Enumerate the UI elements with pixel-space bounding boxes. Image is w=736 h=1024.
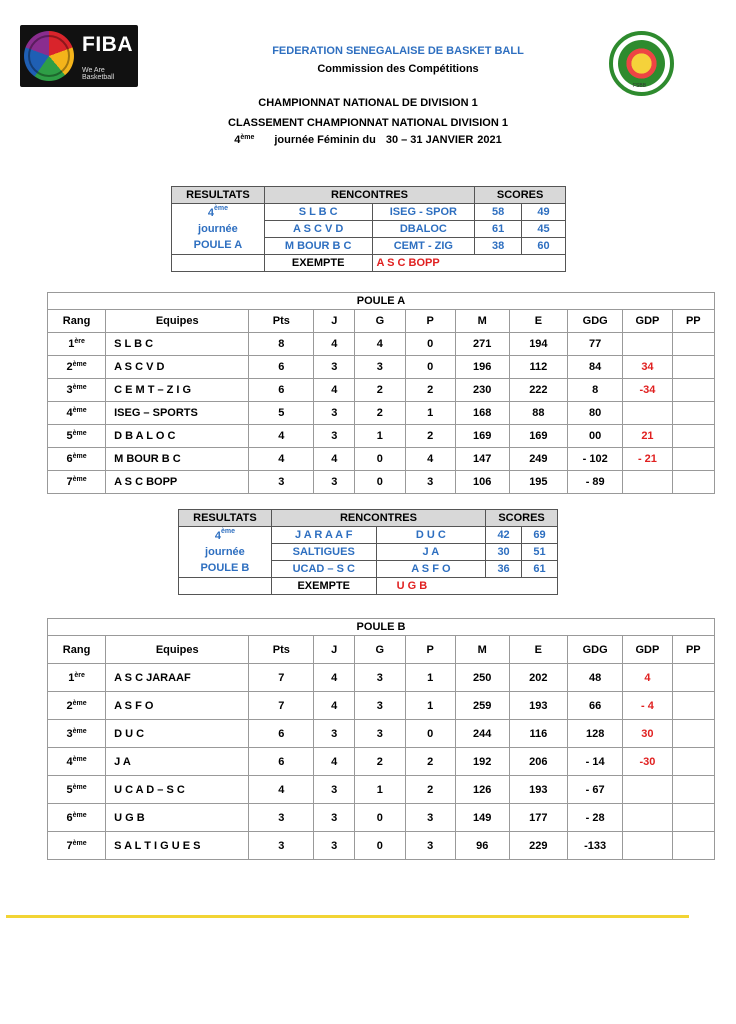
j-cell: 3	[314, 471, 355, 494]
j-cell: 3	[314, 356, 355, 379]
header-cell: Pts	[249, 310, 314, 333]
pts-cell: 6	[249, 748, 314, 776]
m-cell: 196	[455, 356, 509, 379]
m-cell: 106	[455, 471, 509, 494]
col-results: RESULTATS	[172, 187, 265, 204]
pp-cell	[672, 379, 714, 402]
g-cell: 2	[355, 402, 405, 425]
round-label: 4ème journée POULE B	[179, 527, 272, 578]
rank-cell: 7ème	[48, 832, 106, 860]
gdg-cell: 77	[568, 333, 623, 356]
gdg-cell: 66	[568, 692, 623, 720]
j-cell: 3	[314, 425, 355, 448]
rank-cell: 1ère	[48, 664, 106, 692]
gdp-cell	[623, 804, 672, 832]
gdp-cell: -30	[623, 748, 672, 776]
match-away: J A	[376, 544, 485, 561]
standings-table-poule-a	[47, 292, 715, 494]
header-cell: M	[455, 636, 509, 664]
score-home: 42	[486, 527, 522, 544]
match-away: ISEG - SPOR	[372, 204, 475, 221]
e-cell: 222	[509, 379, 567, 402]
pp-cell	[672, 333, 714, 356]
header-cell: J	[314, 310, 355, 333]
table-row	[48, 356, 715, 379]
team-cell: A S C JARAAF	[106, 664, 249, 692]
header-cell: PP	[672, 310, 714, 333]
g-cell: 3	[355, 692, 405, 720]
col-matches: RENCONTRES	[271, 510, 485, 527]
p-cell: 2	[405, 425, 455, 448]
j-cell: 4	[314, 664, 355, 692]
pts-cell: 4	[249, 448, 314, 471]
col-scores: SCORES	[475, 187, 566, 204]
table-row	[48, 664, 715, 692]
exempt-label: EXEMPTE	[264, 255, 372, 272]
m-cell: 230	[455, 379, 509, 402]
e-cell: 206	[509, 748, 567, 776]
results-table-poule-b	[178, 509, 558, 595]
table-row	[48, 748, 715, 776]
g-cell: 2	[355, 748, 405, 776]
g-cell: 3	[355, 720, 405, 748]
g-cell: 3	[355, 664, 405, 692]
pp-cell	[672, 402, 714, 425]
m-cell: 259	[455, 692, 509, 720]
match-home: M BOUR B C	[264, 238, 372, 255]
gdp-cell	[623, 776, 672, 804]
team-cell: S L B C	[106, 333, 249, 356]
p-cell: 1	[405, 664, 455, 692]
g-cell: 0	[355, 804, 405, 832]
pp-cell	[672, 425, 714, 448]
g-cell: 0	[355, 471, 405, 494]
fsbb-caption: FSBB	[633, 83, 647, 89]
header-cell: Rang	[48, 310, 106, 333]
p-cell: 3	[405, 832, 455, 860]
header-cell: E	[509, 310, 567, 333]
gdp-cell	[623, 832, 672, 860]
m-cell: 244	[455, 720, 509, 748]
gdp-cell: - 21	[623, 448, 672, 471]
m-cell: 96	[455, 832, 509, 860]
col-scores: SCORES	[486, 510, 558, 527]
p-cell: 2	[405, 379, 455, 402]
pool-title: POULE B	[48, 619, 715, 636]
table-row	[48, 804, 715, 832]
pool-title: POULE A	[48, 293, 715, 310]
score-away: 69	[522, 527, 558, 544]
pts-cell: 7	[249, 664, 314, 692]
rank-cell: 5ème	[48, 776, 106, 804]
j-cell: 4	[314, 692, 355, 720]
p-cell: 4	[405, 448, 455, 471]
team-cell: D B A L O C	[106, 425, 249, 448]
g-cell: 1	[355, 425, 405, 448]
gdg-cell: -133	[568, 832, 623, 860]
table-row	[48, 402, 715, 425]
p-cell: 0	[405, 720, 455, 748]
results-table-poule-a	[171, 186, 566, 272]
exempt-label: EXEMPTE	[271, 578, 376, 595]
g-cell: 0	[355, 832, 405, 860]
match-home: J A R A A F	[271, 527, 376, 544]
match-home: SALTIGUES	[271, 544, 376, 561]
pts-cell: 6	[249, 379, 314, 402]
exempt-team: A S C BOPP	[372, 255, 565, 272]
col-matches: RENCONTRES	[264, 187, 474, 204]
fiba-title: FIBA	[82, 33, 133, 56]
pp-cell	[672, 776, 714, 804]
pts-cell: 3	[249, 804, 314, 832]
score-home: 30	[486, 544, 522, 561]
pp-cell	[672, 664, 714, 692]
p-cell: 1	[405, 402, 455, 425]
gdg-cell: - 89	[568, 471, 623, 494]
rank-cell: 1ère	[48, 333, 106, 356]
pts-cell: 5	[249, 402, 314, 425]
team-cell: J A	[106, 748, 249, 776]
pp-cell	[672, 720, 714, 748]
m-cell: 147	[455, 448, 509, 471]
header-cell: GDG	[568, 310, 623, 333]
team-cell: ISEG – SPORTS	[106, 402, 249, 425]
header-cell: G	[355, 636, 405, 664]
match-home: A S C V D	[264, 221, 372, 238]
m-cell: 168	[455, 402, 509, 425]
rank-cell: 7ème	[48, 471, 106, 494]
pp-cell	[672, 471, 714, 494]
team-cell: D U C	[106, 720, 249, 748]
gdg-cell: 84	[568, 356, 623, 379]
header-cell: G	[355, 310, 405, 333]
gdg-cell: - 28	[568, 804, 623, 832]
team-cell: M BOUR B C	[106, 448, 249, 471]
gdp-cell	[623, 471, 672, 494]
rank-cell: 5ème	[48, 425, 106, 448]
rank-cell: 3ème	[48, 720, 106, 748]
header-cell: GDG	[568, 636, 623, 664]
gdp-cell: - 4	[623, 692, 672, 720]
rank-cell: 2ème	[48, 692, 106, 720]
rank-cell: 2ème	[48, 356, 106, 379]
g-cell: 2	[355, 379, 405, 402]
pts-cell: 8	[249, 333, 314, 356]
gdp-cell: -34	[623, 379, 672, 402]
e-cell: 249	[509, 448, 567, 471]
gdg-cell: 48	[568, 664, 623, 692]
e-cell: 116	[509, 720, 567, 748]
j-cell: 4	[314, 748, 355, 776]
g-cell: 4	[355, 333, 405, 356]
header-cell: GDP	[623, 636, 672, 664]
p-cell: 1	[405, 692, 455, 720]
match-away: A S F O	[376, 561, 485, 578]
score-home: 38	[475, 238, 522, 255]
gdp-cell	[623, 402, 672, 425]
pp-cell	[672, 692, 714, 720]
pts-cell: 3	[249, 471, 314, 494]
e-cell: 229	[509, 832, 567, 860]
p-cell: 0	[405, 356, 455, 379]
e-cell: 169	[509, 425, 567, 448]
pp-cell	[672, 832, 714, 860]
match-away: DBALOC	[372, 221, 475, 238]
gdp-cell: 4	[623, 664, 672, 692]
rank-cell: 6ème	[48, 804, 106, 832]
score-away: 51	[522, 544, 558, 561]
exempt-team: U G B	[376, 578, 557, 595]
gdg-cell: 128	[568, 720, 623, 748]
rank-cell: 3ème	[48, 379, 106, 402]
j-cell: 4	[314, 379, 355, 402]
team-cell: A S F O	[106, 692, 249, 720]
gdg-cell: - 67	[568, 776, 623, 804]
rank-cell: 4ème	[48, 748, 106, 776]
gdp-cell: 34	[623, 356, 672, 379]
header-cell: P	[405, 636, 455, 664]
round-label: 4ème journée POULE A	[172, 204, 265, 255]
p-cell: 2	[405, 776, 455, 804]
fiba-tagline: We Are Basketball	[82, 67, 115, 81]
j-cell: 4	[314, 333, 355, 356]
team-cell: C E M T – Z I G	[106, 379, 249, 402]
match-away: D U C	[376, 527, 485, 544]
score-home: 58	[475, 204, 522, 221]
header-row	[48, 636, 715, 664]
e-cell: 202	[509, 664, 567, 692]
p-cell: 3	[405, 471, 455, 494]
gdp-cell: 30	[623, 720, 672, 748]
match-home: UCAD – S C	[271, 561, 376, 578]
col-results: RESULTATS	[179, 510, 272, 527]
table-row	[48, 832, 715, 860]
gdg-cell: 8	[568, 379, 623, 402]
rank-cell: 4ème	[48, 402, 106, 425]
g-cell: 1	[355, 776, 405, 804]
match-home: S L B C	[264, 204, 372, 221]
rank-cell: 6ème	[48, 448, 106, 471]
j-cell: 4	[314, 448, 355, 471]
p-cell: 2	[405, 748, 455, 776]
pp-cell	[672, 748, 714, 776]
p-cell: 3	[405, 804, 455, 832]
m-cell: 169	[455, 425, 509, 448]
standings-table-poule-b	[47, 618, 715, 860]
pp-cell	[672, 356, 714, 379]
header-cell: P	[405, 310, 455, 333]
team-cell: U C A D – S C	[106, 776, 249, 804]
commission-title: Commission des Compétitions	[317, 63, 479, 75]
header-cell: M	[455, 310, 509, 333]
championship-title: CHAMPIONNAT NATIONAL DE DIVISION 1	[258, 97, 478, 109]
score-away: 49	[522, 204, 566, 221]
team-cell: U G B	[106, 804, 249, 832]
g-cell: 0	[355, 448, 405, 471]
e-cell: 112	[509, 356, 567, 379]
g-cell: 3	[355, 356, 405, 379]
table-row	[48, 471, 715, 494]
team-cell: S A L T I G U E S	[106, 832, 249, 860]
score-home: 36	[486, 561, 522, 578]
pp-cell	[672, 448, 714, 471]
pts-cell: 7	[249, 692, 314, 720]
table-row	[48, 692, 715, 720]
team-cell: A S C V D	[106, 356, 249, 379]
team-cell: A S C BOPP	[106, 471, 249, 494]
gdp-cell	[623, 333, 672, 356]
score-away: 61	[522, 561, 558, 578]
m-cell: 250	[455, 664, 509, 692]
p-cell: 0	[405, 333, 455, 356]
e-cell: 193	[509, 776, 567, 804]
classification-title: CLASSEMENT CHAMPIONNAT NATIONAL DIVISION 1	[228, 117, 508, 129]
gdg-cell: - 102	[568, 448, 623, 471]
table-row	[48, 379, 715, 402]
pp-cell	[672, 804, 714, 832]
round-date-line: 4ème journée Féminin du 30 – 31 JANVIER 2021	[234, 134, 502, 146]
header-cell: GDP	[623, 310, 672, 333]
j-cell: 3	[314, 832, 355, 860]
gdg-cell: 00	[568, 425, 623, 448]
e-cell: 195	[509, 471, 567, 494]
e-cell: 88	[509, 402, 567, 425]
gdg-cell: - 14	[568, 748, 623, 776]
header-cell: PP	[672, 636, 714, 664]
pts-cell: 4	[249, 425, 314, 448]
j-cell: 3	[314, 402, 355, 425]
m-cell: 192	[455, 748, 509, 776]
header-cell: J	[314, 636, 355, 664]
j-cell: 3	[314, 804, 355, 832]
match-away: CEMT - ZIG	[372, 238, 475, 255]
gdg-cell: 80	[568, 402, 623, 425]
table-row	[48, 448, 715, 471]
score-away: 45	[522, 221, 566, 238]
m-cell: 271	[455, 333, 509, 356]
footer-divider	[6, 915, 689, 918]
table-row	[48, 333, 715, 356]
e-cell: 177	[509, 804, 567, 832]
table-row	[48, 425, 715, 448]
e-cell: 194	[509, 333, 567, 356]
header-row	[48, 310, 715, 333]
header-cell: Pts	[249, 636, 314, 664]
j-cell: 3	[314, 720, 355, 748]
pts-cell: 6	[249, 356, 314, 379]
score-home: 61	[475, 221, 522, 238]
m-cell: 149	[455, 804, 509, 832]
score-away: 60	[522, 238, 566, 255]
header-cell: Equipes	[106, 636, 249, 664]
table-row	[48, 720, 715, 748]
header-cell: Equipes	[106, 310, 249, 333]
e-cell: 193	[509, 692, 567, 720]
header-cell: Rang	[48, 636, 106, 664]
pts-cell: 3	[249, 832, 314, 860]
federation-title: FEDERATION SENEGALAISE DE BASKET BALL	[272, 45, 524, 57]
header-cell: E	[509, 636, 567, 664]
pts-cell: 4	[249, 776, 314, 804]
j-cell: 3	[314, 776, 355, 804]
m-cell: 126	[455, 776, 509, 804]
table-row	[48, 776, 715, 804]
gdp-cell: 21	[623, 425, 672, 448]
pts-cell: 6	[249, 720, 314, 748]
